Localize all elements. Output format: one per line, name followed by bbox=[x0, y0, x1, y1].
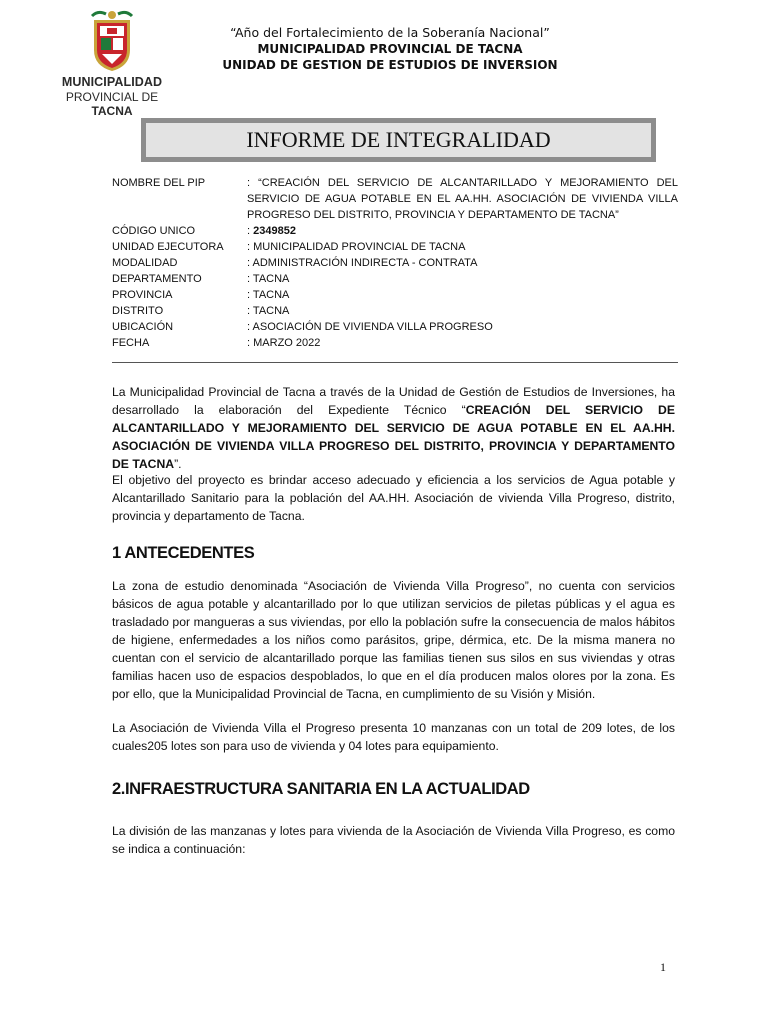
logo-line2: PROVINCIAL DE TACNA bbox=[65, 90, 159, 118]
infraestructura-paragraph: La división de las manzanas y lotes para vivienda de la Asociación de Vivienda Villa Progreso, es como se indica a continuación: bbox=[112, 824, 675, 856]
info-label: PROVINCIA bbox=[112, 289, 173, 301]
section-heading-infraestructura: 2.INFRAESTRUCTURA SANITARIA EN LA ACTUALIDAD bbox=[112, 780, 530, 798]
page-number: 1 bbox=[660, 960, 666, 974]
info-label: FECHA bbox=[112, 337, 150, 349]
info-label: NOMBRE DEL PIP bbox=[112, 177, 206, 189]
section-heading-antecedentes: 1 ANTECEDENTES bbox=[112, 544, 255, 562]
info-value: : 2349852 bbox=[247, 225, 296, 237]
intro-paragraph: La Municipalidad Provincial de Tacna a través de la Unidad de Gestión de Estudios de Inversiones, ha desarrollado la elaboración del Expediente Técnico “CREACIÓN DEL SERVICIO DE ALCANTARILLADO Y MEJORAMIENTO DEL SERVICIO DE AGUA POTABLE EN EL AA.HH. ASOCIACIÓN DE VIVIENDA VILLA PROGRESO DEL DISTRITO, PROVINCIA Y DEPARTAMENTO DE TACNA”. bbox=[112, 385, 675, 471]
coat-of-arms-icon bbox=[52, 8, 172, 74]
info-value: : ADMINISTRACIÓN INDIRECTA - CONTRATA bbox=[247, 257, 478, 269]
info-label: DEPARTAMENTO bbox=[112, 273, 202, 285]
document-title: INFORME DE INTEGRALIDAD bbox=[246, 127, 551, 152]
info-value: : “CREACIÓN DEL SERVICIO DE ALCANTARILLADO Y MEJORAMIENTO DEL SERVICIO DE AGUA POTABLE EN EL AA.HH. ASOCIACIÓN DE VIVIENDA VILLA PROGRESO DEL DISTRITO, PROVINCIA Y DEPARTAMENTO DE TACNA” bbox=[247, 177, 678, 221]
antecedentes-paragraph-2: La Asociación de Vivienda Villa el Progreso presenta 10 manzanas con un total de 209 lotes, de los cuales205 lotes son para uso de vivienda y 04 lotes para equipamiento. bbox=[112, 721, 675, 753]
info-value: : ASOCIACIÓN DE VIVIENDA VILLA PROGRESO bbox=[247, 321, 493, 333]
info-value: : TACNA bbox=[247, 289, 290, 301]
antecedentes-paragraph-1: La zona de estudio denominada “Asociación de Vivienda Villa Progreso”, no cuenta con servicios básicos de agua potable y alcantarillado por lo que utilizan servicios de piletas públicas y el agua es trasladado por mangueras a sus viviendas, por ello la población sufre la consecuencia de malos hábitos de higiene, enfermedades a los niños como parásitos, gripe, dérmica, etc. De la misma manera no cuentan con el servicio de alcantarillado porque las familias tienen sus silos en sus viviendas y otras familias hacen uso de espacios despoblados, lo que en el día producen malos olores por la zona. Es por ello, que la Municipalidad Provincial de Tacna, en cumplimiento de su Visión y Misión. bbox=[112, 579, 675, 701]
title-box bbox=[141, 118, 656, 162]
info-label: DISTRITO bbox=[112, 305, 164, 317]
info-value: : MUNICIPALIDAD PROVINCIAL DE TACNA bbox=[247, 241, 466, 253]
year-motto: “Año del Fortalecimiento de la Soberanía Nacional” bbox=[230, 25, 550, 40]
info-label: UBICACIÓN bbox=[112, 321, 174, 333]
objective-paragraph: El objetivo del proyecto es brindar acceso adecuado y eficiencia a los servicios de Agua potable y Alcantarillado Sanitario para la población del AA.HH. Asociación de vivienda Villa Progreso, distrito, provincia y departamento de Tacna. bbox=[112, 473, 675, 523]
header-municipality: MUNICIPALIDAD PROVINCIAL DE TACNA bbox=[257, 42, 523, 56]
info-label: CÓDIGO UNICO bbox=[112, 225, 196, 237]
info-value: : TACNA bbox=[247, 305, 290, 317]
info-value: : MARZO 2022 bbox=[247, 337, 321, 349]
header-unit: UNIDAD DE GESTION DE ESTUDIOS DE INVERSION bbox=[222, 58, 558, 72]
info-label: MODALIDAD bbox=[112, 257, 178, 269]
divider bbox=[112, 362, 678, 363]
logo-line1: MUNICIPALIDAD bbox=[61, 75, 163, 89]
info-value: : TACNA bbox=[247, 273, 290, 285]
info-label: UNIDAD EJECUTORA bbox=[112, 241, 224, 253]
municipality-logo bbox=[52, 8, 172, 118]
